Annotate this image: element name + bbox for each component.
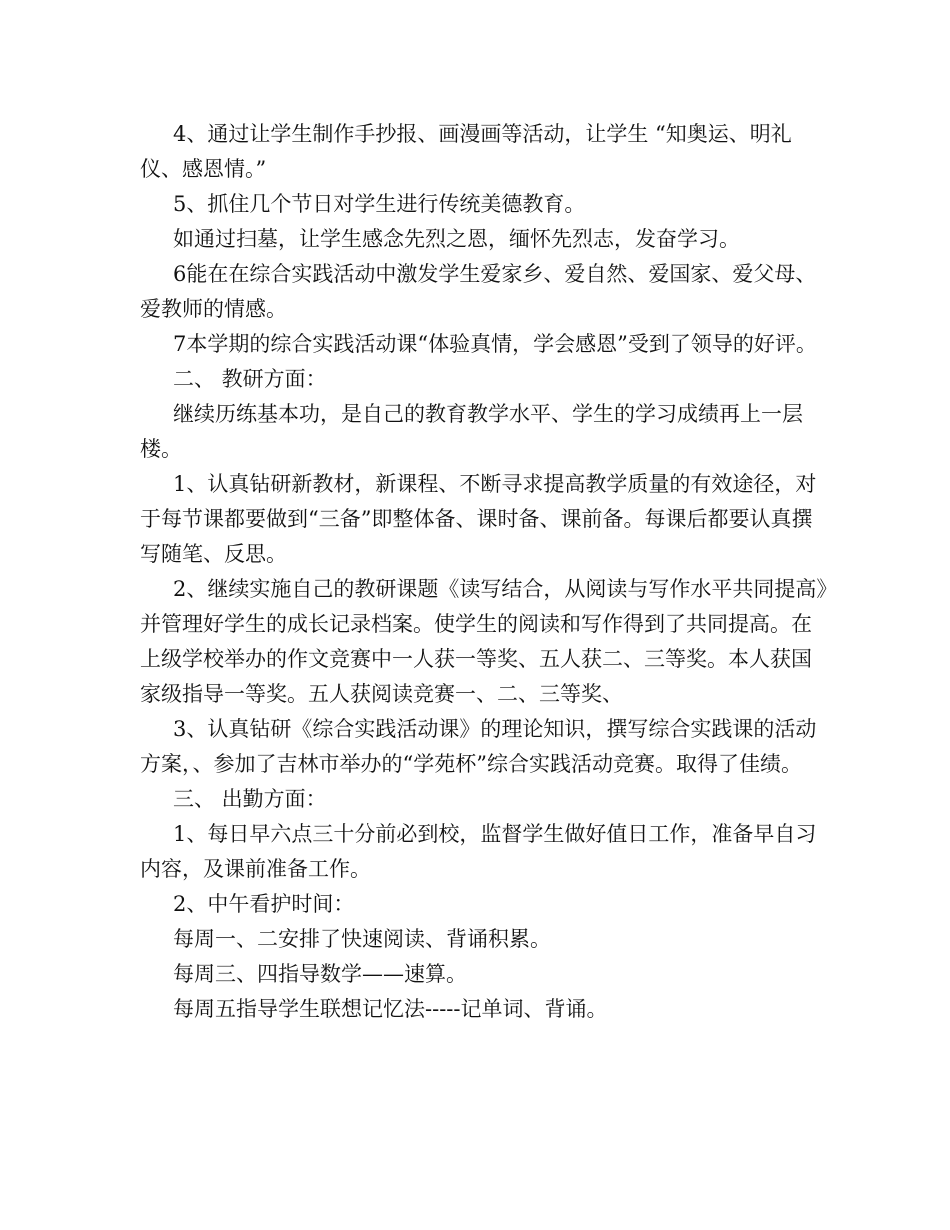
paragraph-research-1: 1、认真钻研新教材，新课程、不断寻求提高教学质量的有效途径，对于每节课都要做到“三备”即整体备、课时备、课前备。每课后都要认真撰写随笔、反思。 — [140, 472, 817, 566]
document-body — [140, 117, 830, 1027]
section-heading-attendance: 三、 出勤方面： — [173, 787, 327, 811]
paragraph-schedule-mon-tue: 每周一、二安排了快速阅读、背诵积累。 — [173, 927, 551, 951]
paragraph-item-7: 7本学期的综合实践活动课“体验真情，学会感恩”受到了领导的好评。 — [173, 332, 817, 356]
paragraph-example: 如通过扫墓，让学生感念先烈之恩，缅怀先烈志，发奋学习。 — [173, 227, 740, 251]
paragraph-research-2: 2、继续实施自己的教研课题《读写结合，从阅读与写作水平共同提高》并管理好学生的成长记录档案。使学生的阅读和写作得到了共同提高。在上级学校举办的作文竞赛中一人获一等奖、五人获二、三等奖。本人获国家级指导一等奖。五人获阅读竞赛一、二、三等奖、 — [140, 577, 827, 706]
paragraph-schedule-wed-thu: 每周三、四指导数学——速算。 — [173, 962, 467, 986]
paragraph-attendance-2: 2、中午看护时间： — [173, 892, 355, 916]
section-heading-teaching-research: 二、 教研方面： — [173, 367, 327, 391]
paragraph-research-intro: 继续历练基本功，是自己的教育教学水平、学生的学习成绩再上一层楼。 — [140, 402, 803, 461]
paragraph-attendance-1: 1、每日早六点三十分前必到校，监督学生做好值日工作，准备早自习内容，及课前准备工作。 — [140, 822, 817, 881]
paragraph-research-3: 3、认真钻研《综合实践活动课》的理论知识，撰写综合实践课的活动方案，、参加了吉林市举办的“学苑杯”综合实践活动竞赛。取得了佳绩。 — [140, 717, 817, 776]
paragraph-item-6: 6能在在综合实践活动中激发学生爱家乡、爱自然、爱国家、爱父母、爱教师的情感。 — [140, 262, 817, 321]
paragraph-item-4: 4、通过让学生制作手抄报、画漫画等活动，让学生 “知奥运、明礼仪、感恩情。” — [140, 122, 792, 181]
paragraph-schedule-fri: 每周五指导学生联想记忆法-----记单词、背诵。 — [173, 997, 608, 1021]
paragraph-item-5: 5、抓住几个节日对学生进行传统美德教育。 — [173, 192, 586, 216]
